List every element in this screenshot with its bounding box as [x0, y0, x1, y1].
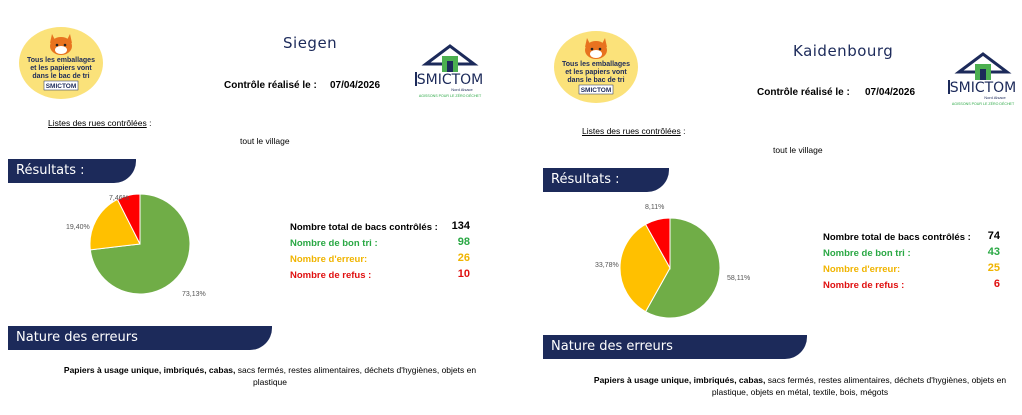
pie-label-good: 58,11%: [727, 275, 751, 282]
stat-error-label: Nombre d'erreur:: [290, 254, 368, 265]
stat-total-value: 74: [987, 230, 1000, 242]
house-icon: [959, 54, 1007, 80]
mascot-line-1: Tous les emballages: [562, 61, 630, 68]
errors-text: sacs fermés, restes alimentaires, déchets d'hygiènes, objets en plastique: [235, 365, 477, 387]
pie-label-error: 33,78%: [595, 262, 619, 269]
streets-label-colon: :: [146, 118, 152, 128]
logo-name: SMICTOM: [416, 72, 484, 88]
logo-tagline: AGISSONS POUR LE ZÉRO DÉCHET: [418, 94, 482, 98]
logo-sub: Nord Alsace: [984, 95, 1006, 100]
streets-label-text: Listes des rues contrôlées: [582, 126, 681, 136]
report-kaidenbourg: [535, 0, 1022, 415]
stat-refusal-label: Nombre de refus :: [290, 270, 372, 281]
fox-icon: [585, 38, 607, 59]
fox-icon: [50, 34, 72, 55]
mascot-line-1: Tous les emballages: [27, 57, 95, 64]
stat-error-label: Nombre d'erreur:: [823, 264, 901, 275]
streets-label-text: Listes des rues contrôlées: [48, 118, 147, 128]
logo-sub: Nord Alsace: [451, 87, 473, 92]
stat-refusal-value: 6: [993, 278, 1000, 290]
stat-error-value: 26: [457, 252, 470, 264]
stat-error-value: 25: [987, 262, 1000, 274]
streets-value: tout le village: [773, 145, 823, 155]
mascot-line-3: dans le bac de tri: [567, 77, 625, 84]
logo-name: SMICTOM: [949, 80, 1017, 96]
pie-label-good: 73,13%: [182, 291, 206, 298]
pie-label-refusal: 8,11%: [645, 204, 665, 211]
errors-banner: Nature des erreurs: [8, 326, 272, 350]
control-date: 07/04/2026: [865, 87, 916, 98]
stat-good-value: 43: [987, 246, 1000, 258]
results-banner: Résultats :: [543, 168, 669, 192]
stat-refusal-label: Nombre de refus :: [823, 280, 905, 291]
errors-bold-text: Papiers à usage unique, imbriqués, cabas,: [63, 365, 236, 375]
pie-slices: [90, 194, 190, 294]
control-label: Contrôle réalisé le :: [224, 80, 317, 91]
stat-good-label: Nombre de bon tri :: [823, 248, 911, 259]
mascot-badge: [18, 26, 104, 100]
pie-slices: [620, 218, 720, 318]
streets-label: [582, 126, 685, 136]
control-label: Contrôle réalisé le :: [757, 87, 850, 98]
errors-banner: Nature des erreurs: [543, 335, 807, 359]
errors-text: sacs fermés, restes alimentaires, déchets d'hygiènes, objets en plastique, objets en métal, textile, bois, mégots: [711, 375, 1007, 397]
errors-description: [50, 364, 490, 388]
stat-good-label: Nombre de bon tri :: [290, 238, 378, 249]
errors-bold-text: Papiers à usage unique, imbriqués, cabas,: [593, 375, 766, 385]
control-date: 07/04/2026: [330, 80, 381, 91]
town-title: Kaidenbourg: [793, 42, 894, 60]
mascot-line-3: dans le bac de tri: [32, 73, 90, 80]
pie-label-refusal: 7,46%: [109, 195, 129, 202]
stat-refusal-value: 10: [457, 268, 470, 280]
pie-label-error: 19,40%: [66, 224, 90, 231]
logo-tagline: AGISSONS POUR LE ZÉRO DÉCHET: [951, 102, 1015, 106]
stat-total-label: Nombre total de bacs contrôlés :: [823, 232, 971, 243]
streets-label-colon: :: [680, 126, 686, 136]
results-pie-chart: [60, 188, 220, 308]
mascot-logo: SMICTOM: [45, 83, 77, 90]
results-pie-chart: [585, 200, 751, 320]
smictom-logo: [945, 50, 1021, 108]
town-title: Siegen: [283, 34, 338, 52]
stat-total-label: Nombre total de bacs contrôlés :: [290, 222, 438, 233]
mascot-logo: SMICTOM: [580, 87, 612, 94]
house-icon: [426, 46, 474, 72]
stat-total-value: 134: [451, 220, 470, 232]
mascot-line-2: et les papiers vont: [565, 69, 627, 76]
stat-good-value: 98: [457, 236, 470, 248]
streets-value: tout le village: [240, 136, 290, 146]
results-banner: Résultats :: [8, 159, 136, 183]
smictom-logo: [412, 42, 488, 100]
mascot-badge: [553, 30, 639, 104]
mascot-line-2: et les papiers vont: [30, 65, 92, 72]
streets-label: [48, 118, 151, 128]
errors-description: [580, 374, 1020, 398]
